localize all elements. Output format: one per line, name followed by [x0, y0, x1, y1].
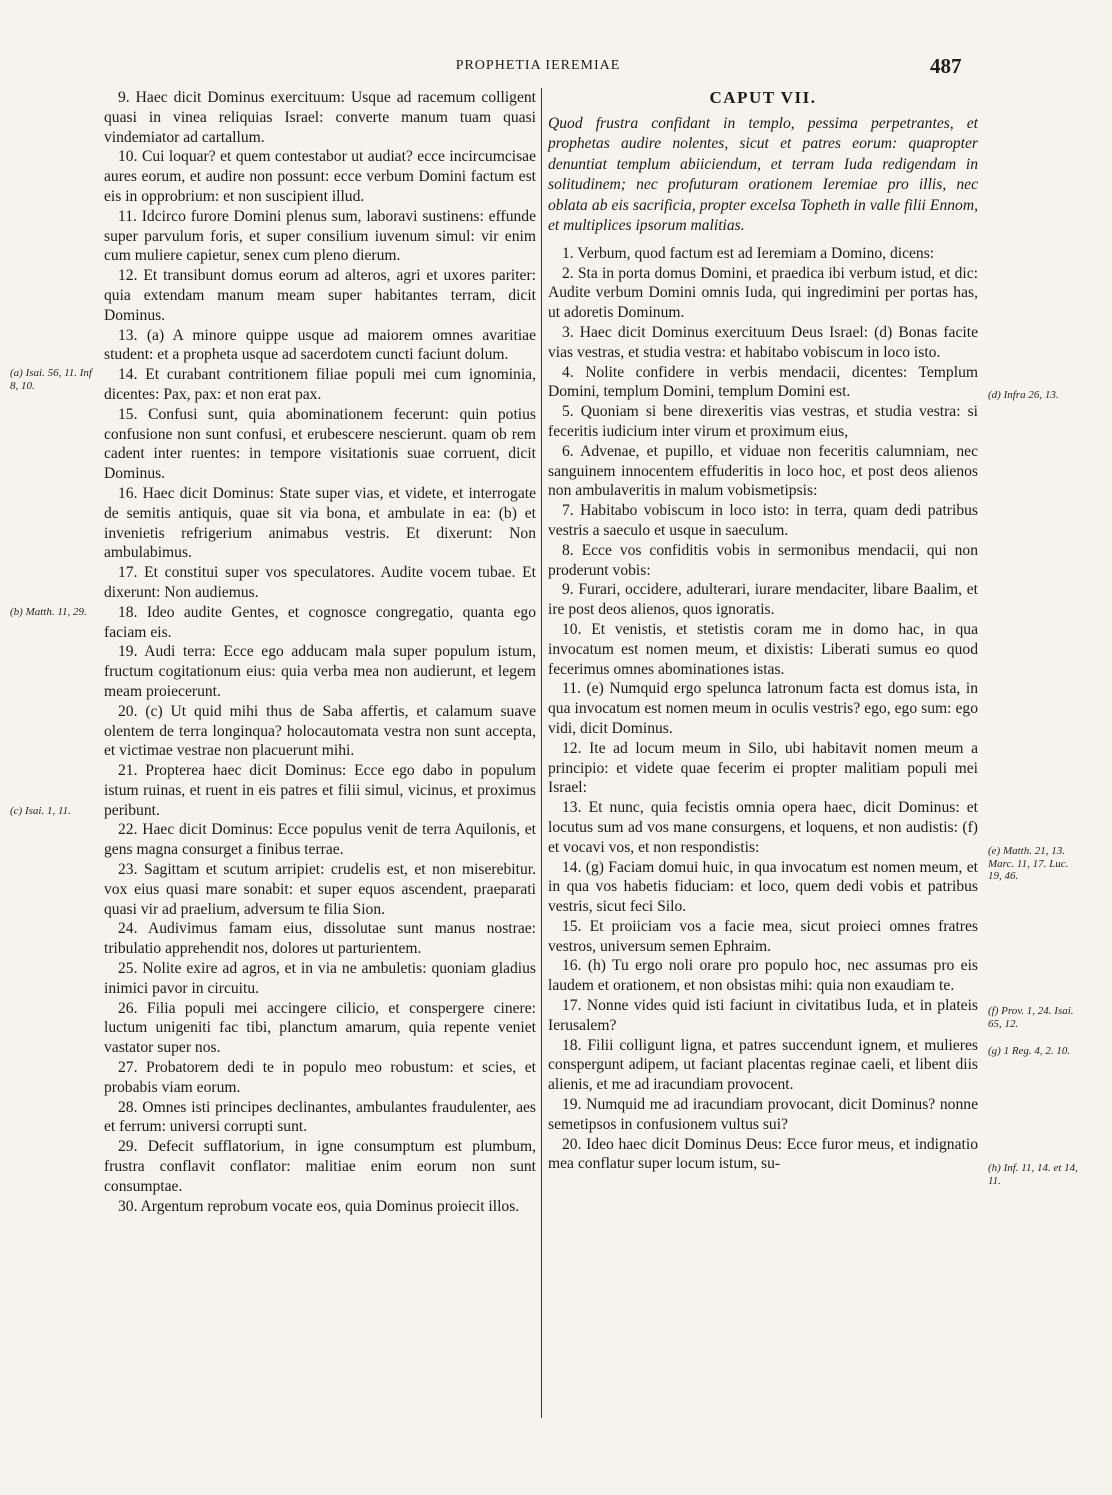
verse: 16. Haec dicit Dominus: State super vias, et videte, et interrogate de semitis antiquis, quae sit via bona, et ambulate in ea: (b) et invenietis refrigerium animabus vestris. Et dixerunt: Non ambulabimus.	[104, 484, 536, 562]
verse: 16. (h) Tu ergo noli orare pro populo hoc, nec assumas pro eis laudem et orationem, et non obsistas mihi: quia non exaudiam te.	[548, 957, 978, 995]
verse: 28. Omnes isti principes declinantes, ambulantes fraudulenter, aes et ferrum: universi corrupti sunt.	[104, 1098, 536, 1136]
verse: 2. Sta in porta domus Domini, et praedica ibi verbum istud, et dic: Audite verbum Domini omnis Iuda, qui ingredimini per portas has, ut adoretis Dominum.	[548, 264, 978, 322]
verse: 13. Et nunc, quia fecistis omnia opera haec, dicit Dominus: et locutus sum ad vos mane consurgens, et loquens, et non audistis: (f) et vocavi vos, et non respondistis:	[548, 799, 978, 856]
right-column	[548, 88, 978, 1174]
verse: 13. (a) A minore quippe usque ad maiorem omnes avaritiae student: et a propheta usque ad sacerdotem cuncti faciunt dolum.	[104, 326, 536, 364]
verse: 20. Ideo haec dicit Dominus Deus: Ecce furor meus, et indignatio mea conflatur super locum istum, su-	[548, 1135, 978, 1173]
verse: 12. Et transibunt domus eorum ad alteros, agri et uxores pariter: quia extendam manum meam super habitantes terram, dicit Dominus.	[104, 267, 536, 324]
margin-note-a: (a) Isai. 56, 11. Inf 8, 10.	[10, 367, 92, 392]
verse: 11. Idcirco furore Domini plenus sum, laboravi sustinens: effunde super parvulum foris, et super consilium iuvenum simul: vir enim cum muliere capietur, senex cum pleno dierum.	[104, 207, 536, 265]
verse: 17. Et constitui super vos speculatores. Audite vocem tubae. Et dixerunt: Non audiemus.	[104, 564, 536, 601]
verse: 18. Ideo audite Gentes, et cognosce congregatio, quanta ego faciam eis.	[104, 603, 536, 641]
verse: 30. Argentum reprobum vocate eos, quia Dominus proiecit illos.	[118, 1197, 520, 1215]
verse: 23. Sagittam et scutum arripiet: crudelis est, et non miserebitur. vox eius quasi mare sonabit: et super equos ascendent, praeparati quasi vir ad praelium, adversum te filia Sion.	[104, 861, 536, 918]
verse: 14. (g) Faciam domui huic, in qua invocatum est nomen meum, et in qua vos habetis fiduciam: et loco, quem dedi vobis et patribus vestris, sicut feci Silo.	[548, 858, 978, 916]
verse: 3. Haec dicit Dominus exercituum Deus Israel: (d) Bonas facite vias vestras, et studia vestra: et habitabo vobiscum in loco isto.	[548, 323, 978, 361]
verse: 18. Filii colligunt ligna, et patres succendunt ignem, et mulieres conspergunt adipem, ut faciant placentas reginae caeli, et libent diis alienis, et me ad iracundiam provocent.	[548, 1036, 978, 1094]
verse: 7. Habitabo vobiscum in loco isto: in terra, quam dedi patribus vestris a saeculo et usque in saeculum.	[548, 502, 978, 539]
margin-note-d: (d) Infra 26, 13.	[988, 389, 1059, 401]
verse: 9. Haec dicit Dominus exercituum: Usque ad racemum colligent quasi in vinea reliquias Israel: converte manum tuam quasi vindemiator ad cartallum.	[104, 89, 536, 146]
page-number: 487	[930, 54, 962, 78]
margin-note-c: (c) Isai. 1, 11.	[10, 805, 71, 817]
verse: 24. Audivimus famam eius, dissolutae sunt manus nostrae: tribulatio apprehendit nos, dolores ut parturientem.	[104, 920, 536, 958]
column-divider	[541, 88, 542, 1418]
verse: 27. Probatorem dedi te in populo meo robustum: et scies, et probabis viam eorum.	[104, 1059, 536, 1096]
verse: 15. Et proiiciam vos a facie mea, sicut proieci omnes fratres vestros, universum semen Ephraim.	[548, 917, 978, 955]
verse: 4. Nolite confidere in verbis mendacii, dicentes: Templum Domini, templum Domini, templum Domini est.	[548, 363, 978, 401]
margin-note-e: (e) Matth. 21, 13. Marc. 11, 17. Luc. 19, 46.	[988, 845, 1069, 882]
verse: 14. Et curabant contritionem filiae populi mei cum ignominia, dicentes: Pax, pax: et non erat pax.	[104, 366, 536, 403]
margin-note-b: (b) Matth. 11, 29.	[10, 606, 87, 618]
verse: 19. Audi terra: Ecce ego adducam mala super populum istum, fructum cogitationum eius: quia verba mea non audierunt, et legem meam proiecerunt.	[104, 643, 536, 700]
verse: 11. (e) Numquid ergo spelunca latronum facta est domus ista, in qua invocatum est nomen meum in oculis vestris? ego, ego sum: ego vidi, dicit Dominus.	[548, 680, 978, 737]
verse: 25. Nolite exire ad agros, et in via ne ambuletis: quoniam gladius inimici pavor in circuitu.	[104, 960, 536, 997]
verse: 10. Cui loquar? et quem contestabor ut audiat? ecce incircumcisae aures eorum, et audire non possunt: ecce verbum Domini factum est eis in opprobrium: et non suscipient illud.	[104, 148, 536, 205]
left-column	[104, 88, 536, 1216]
verse: 15. Confusi sunt, quia abominationem fecerunt: quin potius confusione non sunt confusi, et erubescere nescierunt. quam ob rem cadent inter ruentes: in tempore visitationis suae corruent, dicit Dominus.	[104, 405, 536, 483]
margin-note-f: (f) Prov. 1, 24. Isai. 65, 12.	[988, 1005, 1074, 1030]
chapter-heading: CAPUT VII.	[709, 88, 817, 107]
verse: 6. Advenae, et pupillo, et viduae non feceritis calumniam, nec sanguinem innocentem effuderitis in loco hoc, et post deos alienos non ambulaveritis in malum vobismetipsis:	[548, 442, 978, 500]
verse: 8. Ecce vos confiditis vobis in sermonibus mendacii, qui non proderunt vobis:	[548, 541, 978, 579]
verse: 17. Nonne vides quid isti faciunt in civitatibus Iuda, et in plateis Ierusalem?	[548, 997, 978, 1034]
verse: 29. Defecit sufflatorium, in igne consumptum est plumbum, frustra conflavit conflator: malitiae enim eorum non sunt consumptae.	[104, 1138, 536, 1195]
verse: 19. Numquid me ad iracundiam provocant, dicit Dominus? nonne semetipsos in confusionem vultus sui?	[548, 1096, 978, 1133]
chapter-summary: Quod frustra confidant in templo, pessima perpetrantes, et prophetas audire nolentes, sicut et patres eorum: quapropter denuntiat templum abiiciendum, et terram Iuda redigendam in solitudinem; nec profuturam orationem Ieremiae pro illis, nec oblata ab eis sacrificia, propter excelsa Topheth in valle filii Ennom, et multiplices ipsorum malitias.	[548, 114, 978, 235]
verse: 9. Furari, occidere, adulterari, iurare mendaciter, libare Baalim, et ire post deos alienos, quos ignoratis.	[548, 581, 978, 619]
verse: 10. Et venistis, et stetistis coram me in domo hac, in qua invocatum est nomen meum, et dixistis: Liberati sumus eo quod fecerimus omnes abominationes istas.	[548, 620, 978, 678]
verse: 21. Propterea haec dicit Dominus: Ecce ego dabo in populum istum ruinas, et ruent in eis patres et filii simul, vicinus, et proximus peribunt.	[104, 762, 536, 819]
verse: 5. Quoniam si bene direxeritis vias vestras, et studia vestra: si feceritis iudicium inter virum et proximum eius,	[548, 403, 978, 440]
running-title: PROPHETIA IEREMIAE	[455, 58, 621, 73]
verse: 22. Haec dicit Dominus: Ecce populus venit de terra Aquilonis, et gens magna consurget a finibus terrae.	[104, 821, 536, 859]
verse: 20. (c) Ut quid mihi thus de Saba affertis, et calamum suave olentem de terra longinqua? holocautomata vestra non sunt accepta, et victimae vestrae non placuerunt mihi.	[104, 702, 536, 760]
verse: 1. Verbum, quod factum est ad Ieremiam a Domino, dicens:	[562, 244, 935, 262]
verse: 26. Filia populi mei accingere cilicio, et conspergere cinere: luctum unigeniti fac tibi, planctum amarum, quia repente veniet vastator super nos.	[104, 999, 536, 1057]
margin-note-h: (h) Inf. 11, 14. et 14, 11.	[988, 1162, 1078, 1187]
verse: 12. Ite ad locum meum in Silo, ubi habitavit nomen meum a principio: et videte quae fecerim ei propter malitiam populi mei Israel:	[548, 739, 978, 797]
margin-note-g: (g) 1 Reg. 4, 2. 10.	[988, 1045, 1071, 1057]
